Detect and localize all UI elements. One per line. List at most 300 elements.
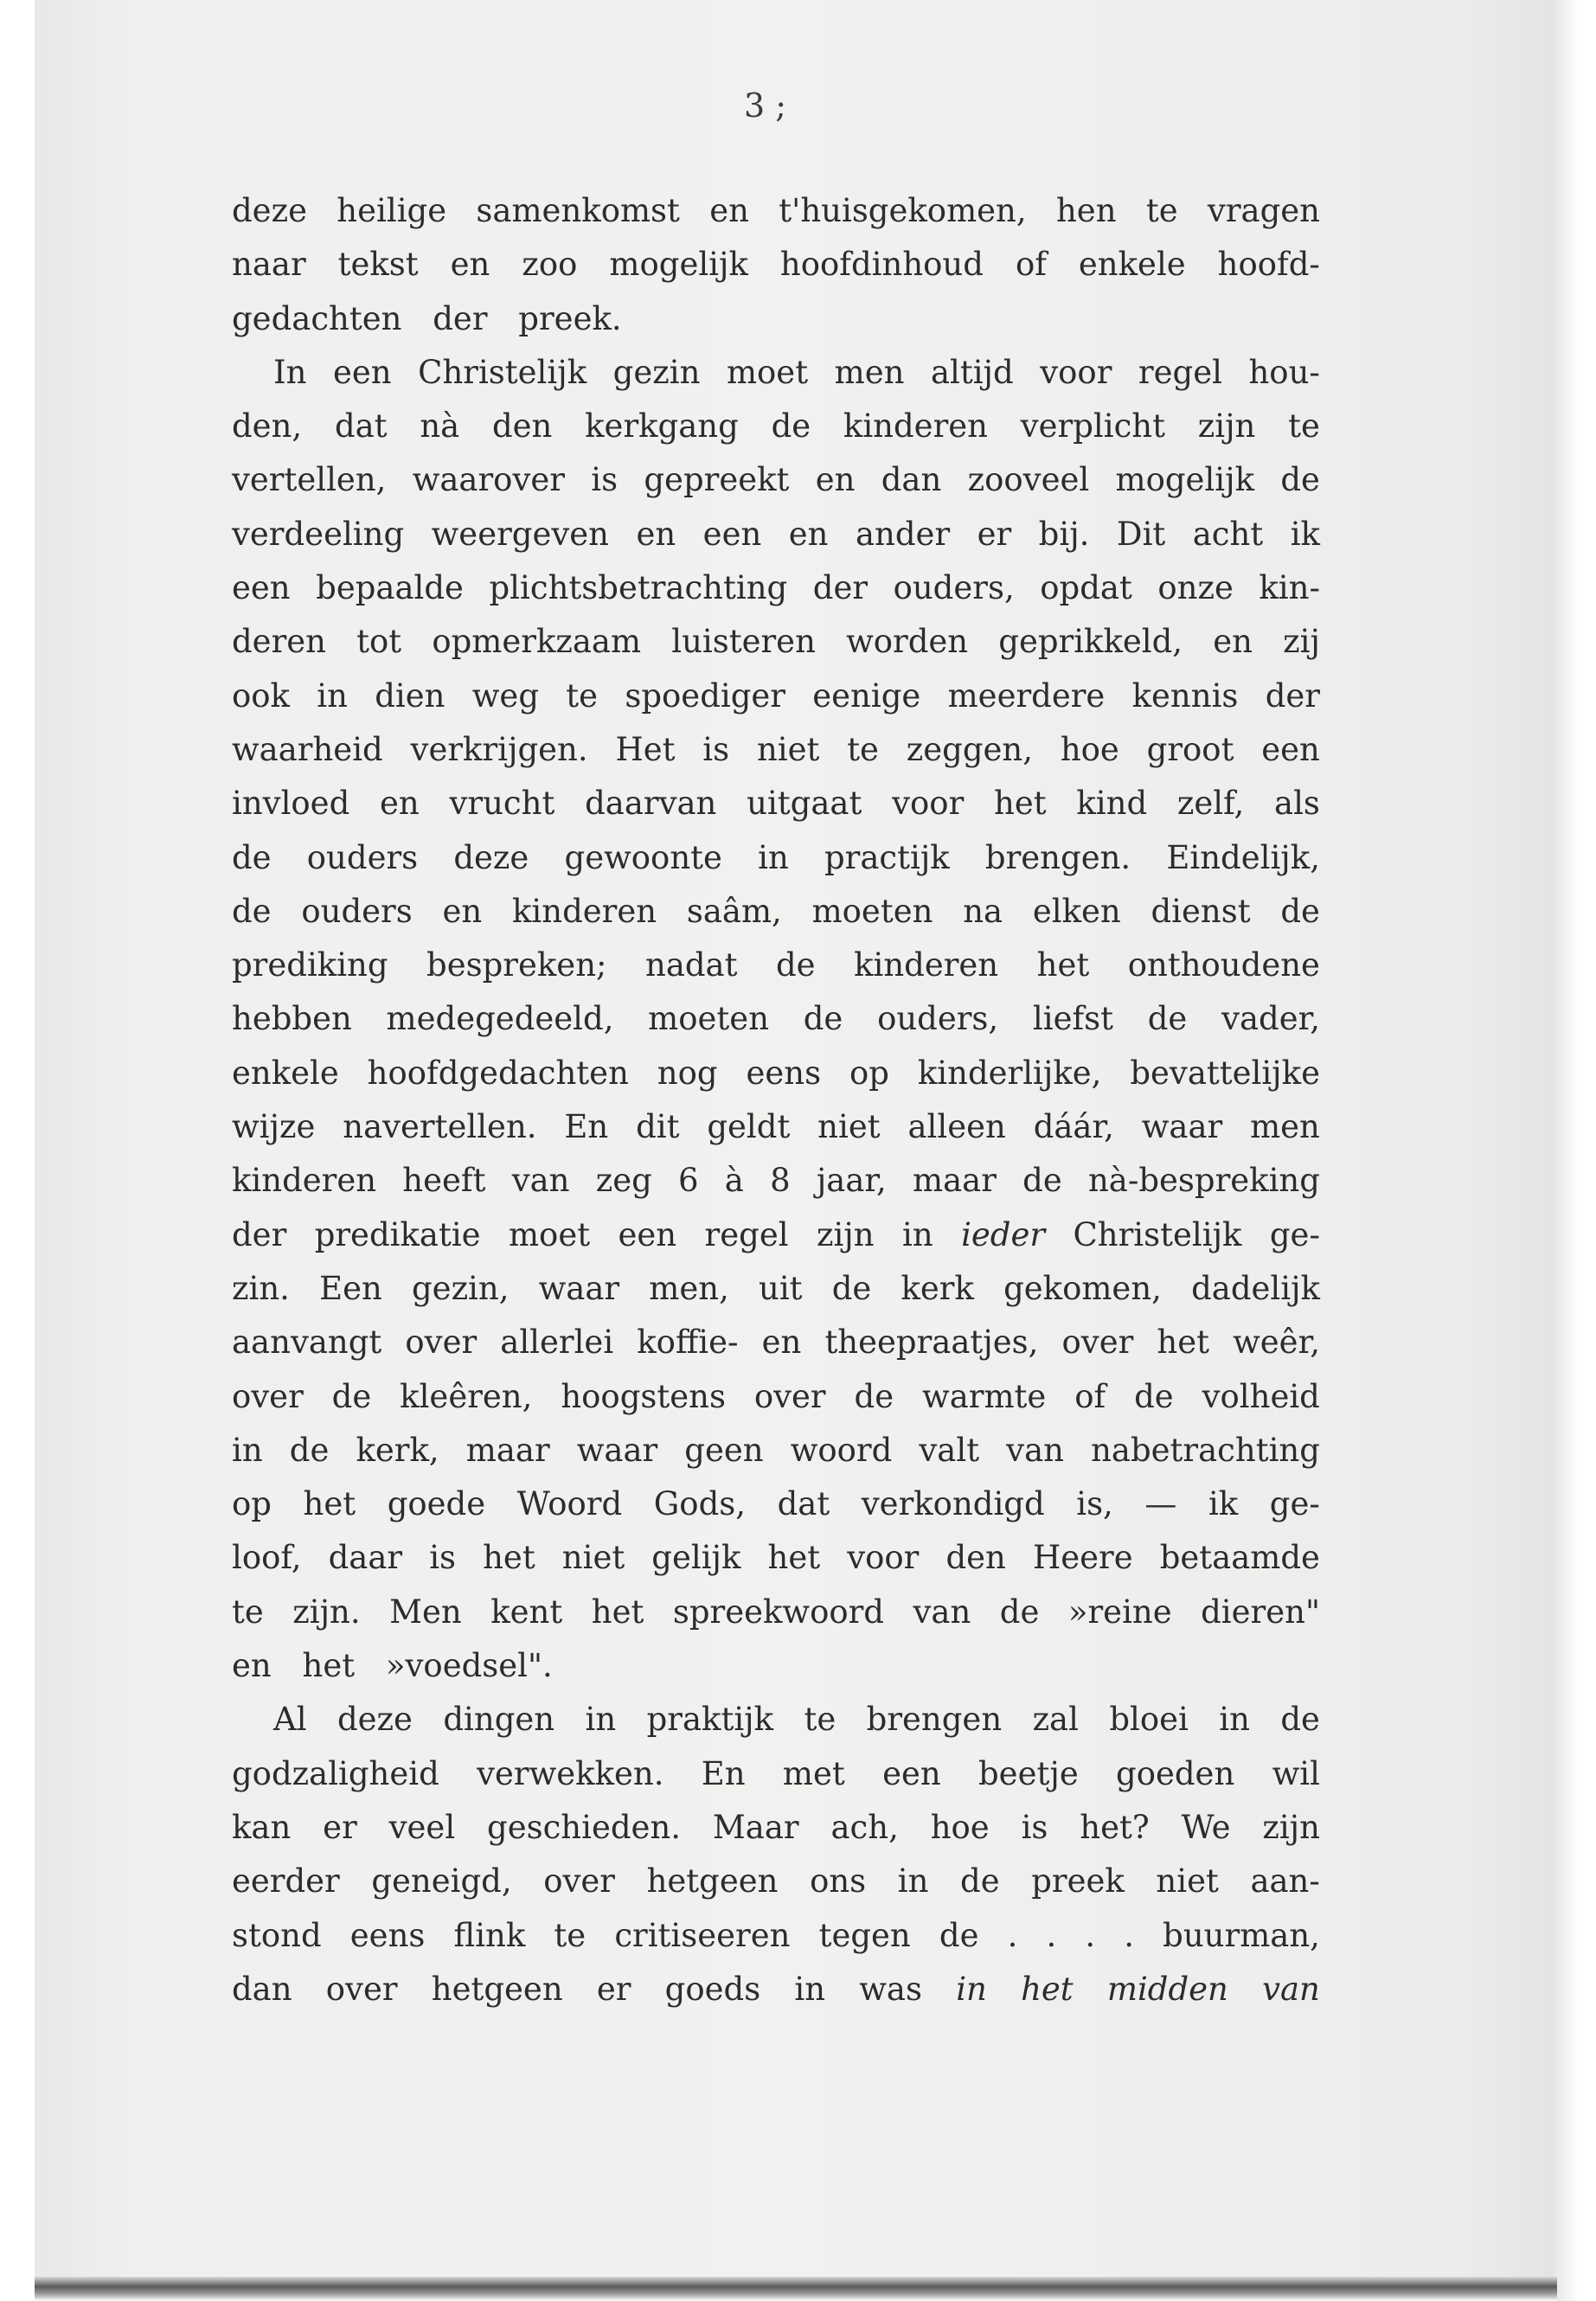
word: waarheid — [232, 730, 383, 768]
word: praktijk — [646, 1701, 774, 1739]
word: nabetrachting — [1091, 1431, 1320, 1469]
word: volheid — [1202, 1377, 1320, 1415]
word: eerder — [232, 1862, 340, 1900]
body-text — [232, 184, 1320, 2016]
word: preek — [1031, 1862, 1125, 1900]
word: het — [483, 1539, 535, 1577]
word: der — [232, 1215, 287, 1253]
word: maar — [913, 1162, 997, 1200]
word: kerk, — [356, 1431, 439, 1469]
word: dieren" — [1201, 1593, 1320, 1631]
text-line — [232, 292, 1320, 346]
word: waar — [1141, 1108, 1223, 1146]
word: de — [1280, 1701, 1320, 1739]
word: Een — [319, 1269, 382, 1307]
text-line — [232, 1370, 1320, 1424]
word: nadat — [644, 946, 738, 984]
word: moeten — [648, 1000, 770, 1038]
word: ge- — [1269, 1215, 1320, 1253]
word: zoo — [522, 246, 578, 284]
word: een — [232, 569, 291, 607]
word: de — [232, 892, 272, 930]
word: het — [767, 1539, 821, 1577]
word: vertellen, — [232, 461, 387, 499]
word: . — [1124, 1916, 1135, 1954]
word: ouders — [301, 892, 413, 930]
word: kerkgang — [585, 407, 739, 445]
text-line — [232, 1047, 1320, 1100]
text-line — [232, 1154, 1320, 1208]
word: meerdere — [947, 676, 1106, 715]
word: woord — [790, 1431, 893, 1469]
word: over — [325, 1970, 398, 2008]
text-line — [232, 1262, 1320, 1316]
word: »reine — [1067, 1593, 1172, 1631]
word: goeden — [1116, 1754, 1235, 1792]
word: nà — [420, 407, 460, 445]
word: daar — [328, 1539, 403, 1577]
word: liefst — [1032, 1000, 1114, 1038]
word: hoofd- — [1217, 246, 1320, 284]
word: luisteren — [671, 623, 816, 661]
word: een — [1261, 730, 1320, 768]
word: Gods, — [653, 1485, 747, 1523]
word: saâm, — [686, 892, 782, 930]
word: vader, — [1221, 1000, 1320, 1038]
word: van — [913, 1593, 971, 1631]
text-line — [232, 238, 1320, 292]
word: hoe — [1060, 730, 1119, 768]
word: deren — [232, 623, 326, 661]
word: waarover — [412, 461, 565, 499]
word: enkele — [1078, 246, 1186, 284]
word: practijk — [824, 838, 950, 876]
word: enkele — [232, 1054, 339, 1092]
word: tot — [356, 623, 402, 661]
word: stond — [232, 1916, 322, 1954]
word: den — [945, 1539, 1006, 1577]
word: critiseeren — [614, 1916, 791, 1954]
word: 8 — [770, 1162, 791, 1200]
word: navertellen. — [343, 1108, 537, 1146]
word: gewoonte — [564, 838, 722, 876]
word: de — [1280, 892, 1320, 930]
word: kan — [232, 1808, 292, 1846]
scan-right-edge — [1553, 0, 1596, 2301]
word: opmerkzaam — [432, 623, 642, 661]
word: ach, — [830, 1808, 899, 1846]
word: de — [1134, 1377, 1174, 1415]
word: in — [902, 1215, 933, 1253]
word: kerk — [901, 1269, 974, 1307]
word: verdeeling — [232, 515, 405, 553]
word: men, — [649, 1269, 729, 1307]
word: de — [775, 946, 816, 984]
word: niet — [561, 1539, 625, 1577]
word: t'huisgekomen, — [779, 192, 1027, 229]
word: goeds — [664, 1970, 761, 2008]
word: samenkomst — [476, 192, 680, 229]
word: hebben — [232, 1000, 352, 1038]
word: over — [405, 1324, 478, 1362]
word: ik — [1290, 515, 1320, 553]
word: tegen — [818, 1916, 911, 1954]
word: is — [591, 461, 619, 499]
word: voor — [847, 1539, 920, 1577]
word: kleêren, — [400, 1377, 533, 1415]
word: de — [999, 1593, 1040, 1631]
scan-bottom-edge — [35, 2277, 1557, 2301]
word: te — [1288, 407, 1320, 445]
word: . — [1085, 1916, 1096, 1954]
word: niet — [756, 730, 820, 768]
word: — — [1144, 1485, 1177, 1523]
word: Maar — [712, 1808, 799, 1846]
word: der — [433, 299, 488, 337]
word: plichtsbetrachting — [489, 569, 788, 607]
word: vrucht — [449, 785, 555, 823]
word: het — [302, 1647, 356, 1685]
text-line — [232, 1693, 1320, 1747]
word: moet — [508, 1215, 591, 1253]
text-line — [232, 777, 1320, 830]
word: dáár, — [1033, 1108, 1114, 1146]
word: Men — [389, 1593, 462, 1631]
word: zij — [1283, 623, 1320, 661]
text-line — [232, 939, 1320, 992]
word: was — [859, 1970, 922, 2008]
word: van — [511, 1162, 570, 1200]
word: loof, — [232, 1539, 302, 1577]
word: een — [332, 353, 392, 391]
word: dienst — [1151, 892, 1251, 930]
word: ieder — [961, 1215, 1046, 1253]
word: gekomen, — [1003, 1269, 1162, 1307]
word: koffie- — [637, 1324, 739, 1362]
word: kinderen — [854, 946, 999, 984]
word: bespreken; — [426, 946, 607, 984]
word: de — [854, 1377, 894, 1415]
word: . — [1046, 1916, 1057, 1954]
word: regel — [704, 1215, 789, 1253]
page-number: 3 ; — [744, 87, 787, 125]
word: uit — [759, 1269, 803, 1307]
word: En — [701, 1754, 746, 1792]
word: daarvan — [585, 785, 717, 823]
word: zin. — [232, 1269, 290, 1307]
word: en — [815, 461, 856, 499]
word: over — [1061, 1324, 1134, 1362]
word: beetje — [978, 1754, 1079, 1792]
word: bloei — [1109, 1701, 1189, 1739]
word: van — [1006, 1431, 1064, 1469]
word: en — [1213, 623, 1253, 661]
word: zijn — [1197, 407, 1256, 445]
word: en — [450, 246, 490, 284]
word: acht — [1192, 515, 1264, 553]
text-line — [232, 1909, 1320, 1963]
word: in — [317, 676, 348, 715]
word: waar — [576, 1431, 658, 1469]
word: bepaalde — [316, 569, 464, 607]
word: in — [1219, 1701, 1250, 1739]
word: deze — [232, 192, 307, 229]
text-line — [232, 1586, 1320, 1639]
word: medegedeeld, — [386, 1000, 614, 1038]
word: aan- — [1250, 1862, 1320, 1900]
word: kinderlijke, — [917, 1054, 1102, 1092]
word: eenige — [812, 676, 921, 715]
word: heilige — [337, 192, 447, 229]
word: alleen — [907, 1108, 1006, 1146]
text-line — [232, 1208, 1320, 1262]
text-line — [232, 1100, 1320, 1154]
word: tekst — [337, 246, 419, 284]
word: verkondigd — [861, 1485, 1045, 1523]
word: wijze — [232, 1108, 316, 1146]
word: bevattelijke — [1130, 1054, 1320, 1092]
word: kinderen — [843, 407, 988, 445]
word: moet — [726, 353, 809, 391]
word: mogelijk — [609, 246, 748, 284]
word: de — [289, 1431, 330, 1469]
word: spreekwoord — [672, 1593, 884, 1631]
word: het — [591, 1593, 644, 1631]
text-line — [232, 1424, 1320, 1477]
word: geprikkeld, — [998, 623, 1183, 661]
text-line — [232, 831, 1320, 885]
word: de — [1280, 461, 1320, 499]
word: den, — [232, 407, 303, 445]
word: worden — [846, 623, 969, 661]
word: hou- — [1248, 353, 1320, 391]
word: weêr, — [1233, 1324, 1320, 1362]
word: deze — [337, 1701, 413, 1739]
word: op — [232, 1485, 272, 1523]
word: preek. — [518, 299, 622, 337]
word: met — [782, 1754, 845, 1792]
word: kin- — [1259, 569, 1320, 607]
word: zal — [1032, 1701, 1079, 1739]
text-line — [232, 1639, 1320, 1693]
word: nà-bespreking — [1087, 1162, 1320, 1200]
word: geneigd, — [371, 1862, 512, 1900]
word: in — [758, 838, 789, 876]
word: ik — [1208, 1485, 1239, 1523]
word: bij. — [1038, 515, 1090, 553]
word: Al — [273, 1701, 307, 1739]
word: voor — [1040, 353, 1112, 391]
word: is — [702, 730, 730, 768]
text-line — [232, 400, 1320, 453]
word: in — [585, 1701, 617, 1739]
word: niet — [1156, 1862, 1219, 1900]
word: over — [232, 1377, 304, 1415]
word: groot — [1146, 730, 1234, 768]
word: invloed — [232, 785, 350, 823]
word: en — [788, 515, 829, 553]
text-line — [232, 723, 1320, 777]
word: zelf, — [1176, 785, 1245, 823]
word: gezin — [612, 353, 701, 391]
word: na — [963, 892, 1003, 930]
word: mogelijk — [1115, 461, 1255, 499]
word: onthoudene — [1127, 946, 1320, 984]
word: 6 — [678, 1162, 699, 1200]
word: de — [771, 407, 811, 445]
word: dat — [777, 1485, 830, 1523]
word: elken — [1032, 892, 1121, 930]
word: de — [831, 1269, 872, 1307]
word: flink — [453, 1916, 526, 1954]
word: veel — [388, 1808, 456, 1846]
word: betaamde — [1159, 1539, 1320, 1577]
text-line — [232, 1855, 1320, 1908]
word: ouders — [306, 838, 419, 876]
word: de — [1147, 1000, 1188, 1038]
word: te — [554, 1916, 586, 1954]
word: spoediger — [625, 676, 785, 715]
word: zeggen, — [906, 730, 1034, 768]
word: waar — [538, 1269, 620, 1307]
word: dadelijk — [1191, 1269, 1320, 1307]
word: der — [1265, 676, 1320, 715]
word: kind — [1076, 785, 1148, 823]
word: ouders, — [877, 1000, 999, 1038]
text-line — [232, 1316, 1320, 1369]
word: de — [939, 1916, 979, 1954]
word: geschieden. — [487, 1808, 682, 1846]
word: gedachten — [232, 299, 402, 337]
word: kent — [490, 1593, 563, 1631]
word: der — [812, 569, 869, 607]
word: hoofdgedachten — [367, 1054, 629, 1092]
word: hoofdinhoud — [779, 246, 984, 284]
word: vragen — [1207, 192, 1320, 229]
text-line — [232, 184, 1320, 238]
word: te — [847, 730, 879, 768]
word: men — [1250, 1108, 1320, 1146]
word: Christelijk — [418, 353, 587, 391]
text-line — [232, 1531, 1320, 1585]
word: ons — [810, 1862, 867, 1900]
word: In — [273, 353, 307, 391]
word: eens — [349, 1916, 426, 1954]
word: weergeven — [431, 515, 609, 553]
word: maar — [465, 1431, 550, 1469]
word: hetgeen — [646, 1862, 779, 1900]
word: warmte — [922, 1377, 1047, 1415]
word: goede — [387, 1485, 486, 1523]
word: men — [834, 353, 905, 391]
word: te — [804, 1701, 836, 1739]
word: hetgeen — [431, 1970, 563, 2008]
word: Heere — [1032, 1539, 1133, 1577]
word: eens — [746, 1054, 822, 1092]
text-line — [232, 453, 1320, 507]
word: Christelijk — [1073, 1215, 1242, 1253]
word: ook — [232, 676, 290, 715]
word: zijn — [1262, 1808, 1320, 1846]
word: en — [442, 892, 483, 930]
text-line — [232, 1801, 1320, 1855]
word: ge- — [1269, 1485, 1320, 1523]
word: er — [977, 515, 1012, 553]
word: over — [753, 1377, 826, 1415]
word: theepraatjes, — [824, 1324, 1039, 1362]
word: allerlei — [500, 1324, 614, 1362]
word: We — [1181, 1808, 1231, 1846]
word: en — [709, 192, 749, 229]
word: zooveel — [967, 461, 1090, 499]
word: Dit — [1116, 515, 1166, 553]
word: hoogstens — [561, 1377, 726, 1415]
word: gezin, — [411, 1269, 510, 1307]
word: opdat — [1040, 569, 1132, 607]
text-line — [232, 1747, 1320, 1801]
word: dien — [375, 676, 445, 715]
word: en — [636, 515, 676, 553]
word: is — [1021, 1808, 1048, 1846]
word: geen — [684, 1431, 764, 1469]
word: de — [1022, 1162, 1062, 1200]
word: er — [323, 1808, 357, 1846]
word: godzaligheid — [232, 1754, 439, 1792]
word: te — [1145, 192, 1178, 229]
word: aanvangt — [232, 1324, 382, 1362]
word: Woord — [516, 1485, 623, 1523]
word: valt — [919, 1431, 980, 1469]
word: En — [564, 1108, 609, 1146]
word: zijn — [816, 1215, 875, 1253]
word: wil — [1272, 1754, 1320, 1792]
word: het — [994, 785, 1047, 823]
word: dat — [334, 407, 388, 445]
word: hen — [1055, 192, 1117, 229]
text-line — [232, 508, 1320, 561]
word: ouders, — [893, 569, 1015, 607]
word: deze — [453, 838, 529, 876]
word: de — [803, 1000, 843, 1038]
word: uitgaat — [747, 785, 862, 823]
word: kinderen — [232, 1162, 377, 1200]
word: een — [618, 1215, 677, 1253]
word: »voedsel". — [385, 1647, 553, 1685]
word: den — [491, 407, 553, 445]
word: verplicht — [1020, 407, 1165, 445]
word: de — [331, 1377, 372, 1415]
word: dingen — [443, 1701, 555, 1739]
word: brengen. — [984, 838, 1131, 876]
word: is, — [1076, 1485, 1113, 1523]
text-line — [232, 670, 1320, 723]
word: weg — [471, 676, 540, 715]
word: is — [429, 1539, 457, 1577]
word: zijn. — [292, 1593, 361, 1631]
word: van — [1262, 1970, 1320, 2008]
word: in — [232, 1431, 263, 1469]
word: Het — [615, 730, 676, 768]
word: kennis — [1131, 676, 1239, 715]
word: ander — [855, 515, 951, 553]
text-line — [232, 992, 1320, 1046]
word: regel — [1138, 353, 1222, 391]
word: het — [1157, 1324, 1209, 1362]
word: moeten — [811, 892, 933, 930]
text-line — [232, 1477, 1320, 1531]
word: predikatie — [314, 1215, 481, 1253]
word: dit — [636, 1108, 680, 1146]
